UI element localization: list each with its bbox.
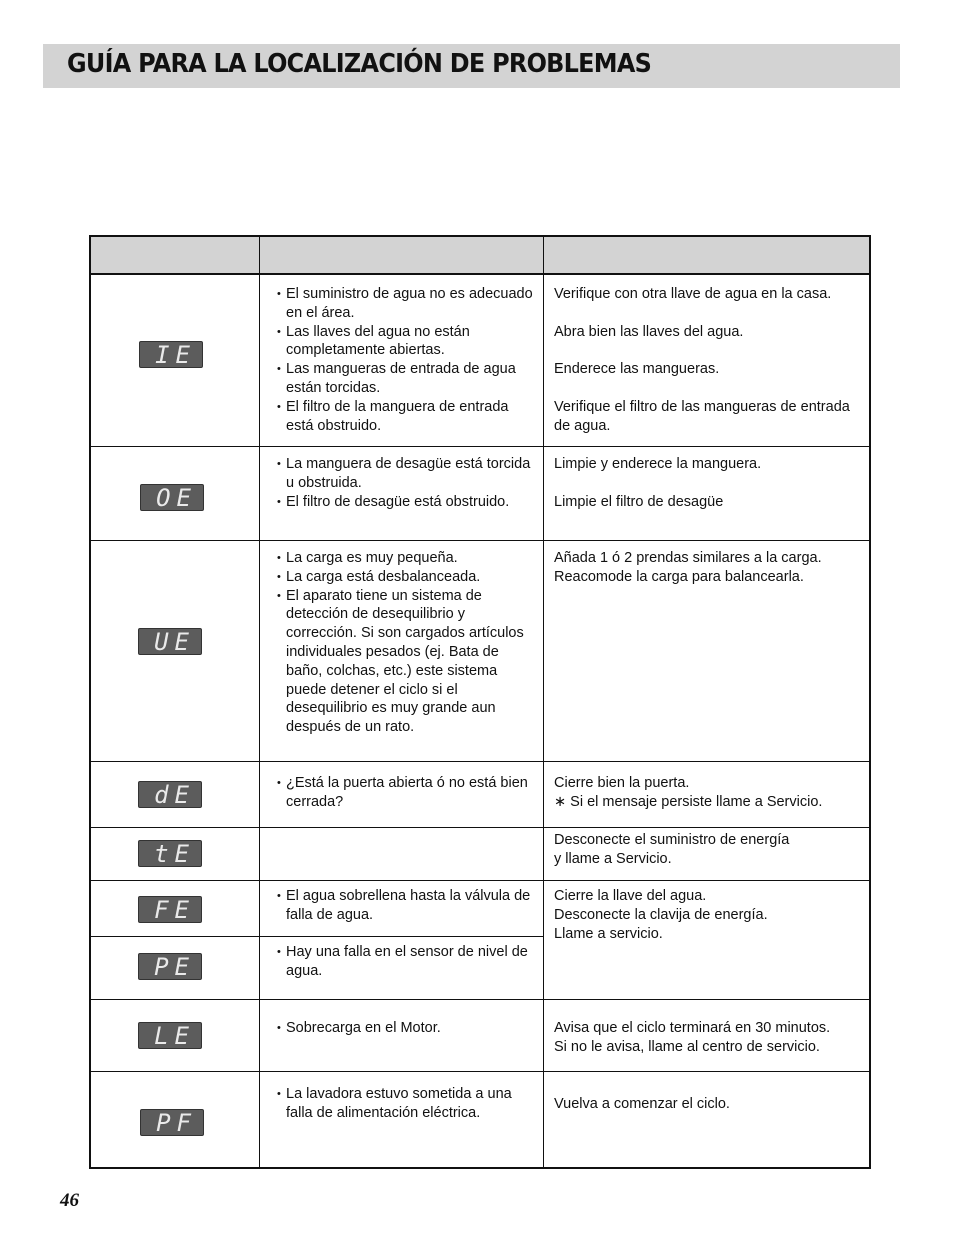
error-code-display: IE <box>139 341 203 368</box>
error-code-display: PF <box>140 1109 204 1136</box>
cause-item: • El filtro de desagüe está obstruido. <box>277 493 535 512</box>
error-code-display: FE <box>138 896 202 923</box>
solution-text: Avisa que el ciclo terminará en 30 minutos. <box>554 1020 831 1036</box>
error-code-display: OE <box>140 484 204 511</box>
row-divider <box>91 999 869 1000</box>
solution-text: Cierre la llave del agua. <box>554 888 707 904</box>
row-divider <box>91 1071 869 1072</box>
cause-item: • La manguera de desagüe está torcida u obstruida. <box>277 455 535 493</box>
page-number: 46 <box>60 1190 79 1211</box>
column-divider-1 <box>259 237 260 1167</box>
solution-text: Cierre bien la puerta. <box>554 775 690 791</box>
cause-item: • La carga es muy pequeña. <box>277 549 535 568</box>
error-code-display: PE <box>138 953 202 980</box>
causes-list <box>277 943 535 981</box>
solution-text: Enderece las mangueras. <box>554 361 720 378</box>
causes-list <box>277 1019 535 1038</box>
solutions <box>554 1019 864 1057</box>
error-code-display: LE <box>138 1022 202 1049</box>
causes-list <box>277 455 535 511</box>
cause-item: • ¿Está la puerta abierta ó no está bien cerrada? <box>277 774 535 812</box>
error-code-display: UE <box>138 628 202 655</box>
row-divider <box>91 827 869 828</box>
cause-item: • La carga está desbalanceada. <box>277 568 535 587</box>
error-code-display: tE <box>138 840 202 867</box>
cause-item: • El suministro de agua no es adecuado en el área. <box>277 285 535 323</box>
solutions <box>554 549 864 587</box>
cause-item: • Sobrecarga en el Motor. <box>277 1019 535 1038</box>
title-bar <box>43 44 900 88</box>
solutions <box>554 1095 864 1114</box>
causes-list <box>277 285 535 435</box>
solutions <box>554 774 864 812</box>
solution-text: Desconecte la clavija de energía. <box>554 906 768 923</box>
error-code-display: dE <box>138 781 202 808</box>
causes-list <box>277 774 535 812</box>
causes-list <box>277 887 535 925</box>
cause-item: • El aparato tiene un sistema de detección de desequilibrio y corrección. Si son cargados artículos individuales pesados (ej. Bata de baño, colchas, etc.) este sistema puede detener el ciclo si el desequilibrio es muy grande aun después de un rato. <box>277 587 535 737</box>
column-divider-2 <box>543 237 544 1167</box>
cause-item: • La lavadora estuvo sometida a una falla de alimentación eléctrica. <box>277 1085 535 1123</box>
solution-text: Abra bien las llaves del agua. <box>554 323 744 340</box>
cause-item: • El filtro de la manguera de entrada está obstruido. <box>277 398 535 436</box>
row-divider <box>91 446 869 447</box>
solution-text: Limpie el filtro de desagüe <box>554 493 724 510</box>
row-divider <box>91 936 544 937</box>
solutions <box>554 887 864 943</box>
solution-text: Limpie y enderece la manguera. <box>554 456 762 472</box>
row-divider <box>91 761 869 762</box>
solution-text: Si no le avisa, llame al centro de servicio. <box>554 1038 820 1055</box>
cause-item: • Las mangueras de entrada de agua están torcidas. <box>277 360 535 398</box>
cause-item: • El agua sobrellena hasta la válvula de falla de agua. <box>277 887 535 925</box>
solutions <box>554 831 864 869</box>
solution-text: y llame a Servicio. <box>554 850 672 867</box>
solution-text: Vuelva a comenzar el ciclo. <box>554 1096 730 1112</box>
row-divider <box>91 880 869 881</box>
solution-text: Verifique el filtro de las mangueras de entrada de agua. <box>554 398 850 434</box>
page-title: GUÍA PARA LA LOCALIZACIÓN DE PROBLEMAS <box>67 49 652 79</box>
troubleshooting-table <box>89 235 871 1169</box>
solutions <box>554 455 864 511</box>
cause-item: • Hay una falla en el sensor de nivel de agua. <box>277 943 535 981</box>
table-header-row <box>91 237 869 275</box>
cause-item: • Las llaves del agua no están completamente abiertas. <box>277 323 535 361</box>
solution-text: Desconecte el suministro de energía <box>554 832 790 848</box>
solution-text: ∗ Si el mensaje persiste llame a Servicio. <box>554 793 823 810</box>
solution-text: Verifique con otra llave de agua en la casa. <box>554 286 832 302</box>
solution-text: Reacomode la carga para balancearla. <box>554 568 804 585</box>
solution-text: Añada 1 ó 2 prendas similares a la carga. <box>554 550 822 566</box>
solutions <box>554 285 864 435</box>
causes-list <box>277 1085 535 1123</box>
row-divider <box>91 540 869 541</box>
solution-text: Llame a servicio. <box>554 925 663 942</box>
causes-list <box>277 549 535 737</box>
